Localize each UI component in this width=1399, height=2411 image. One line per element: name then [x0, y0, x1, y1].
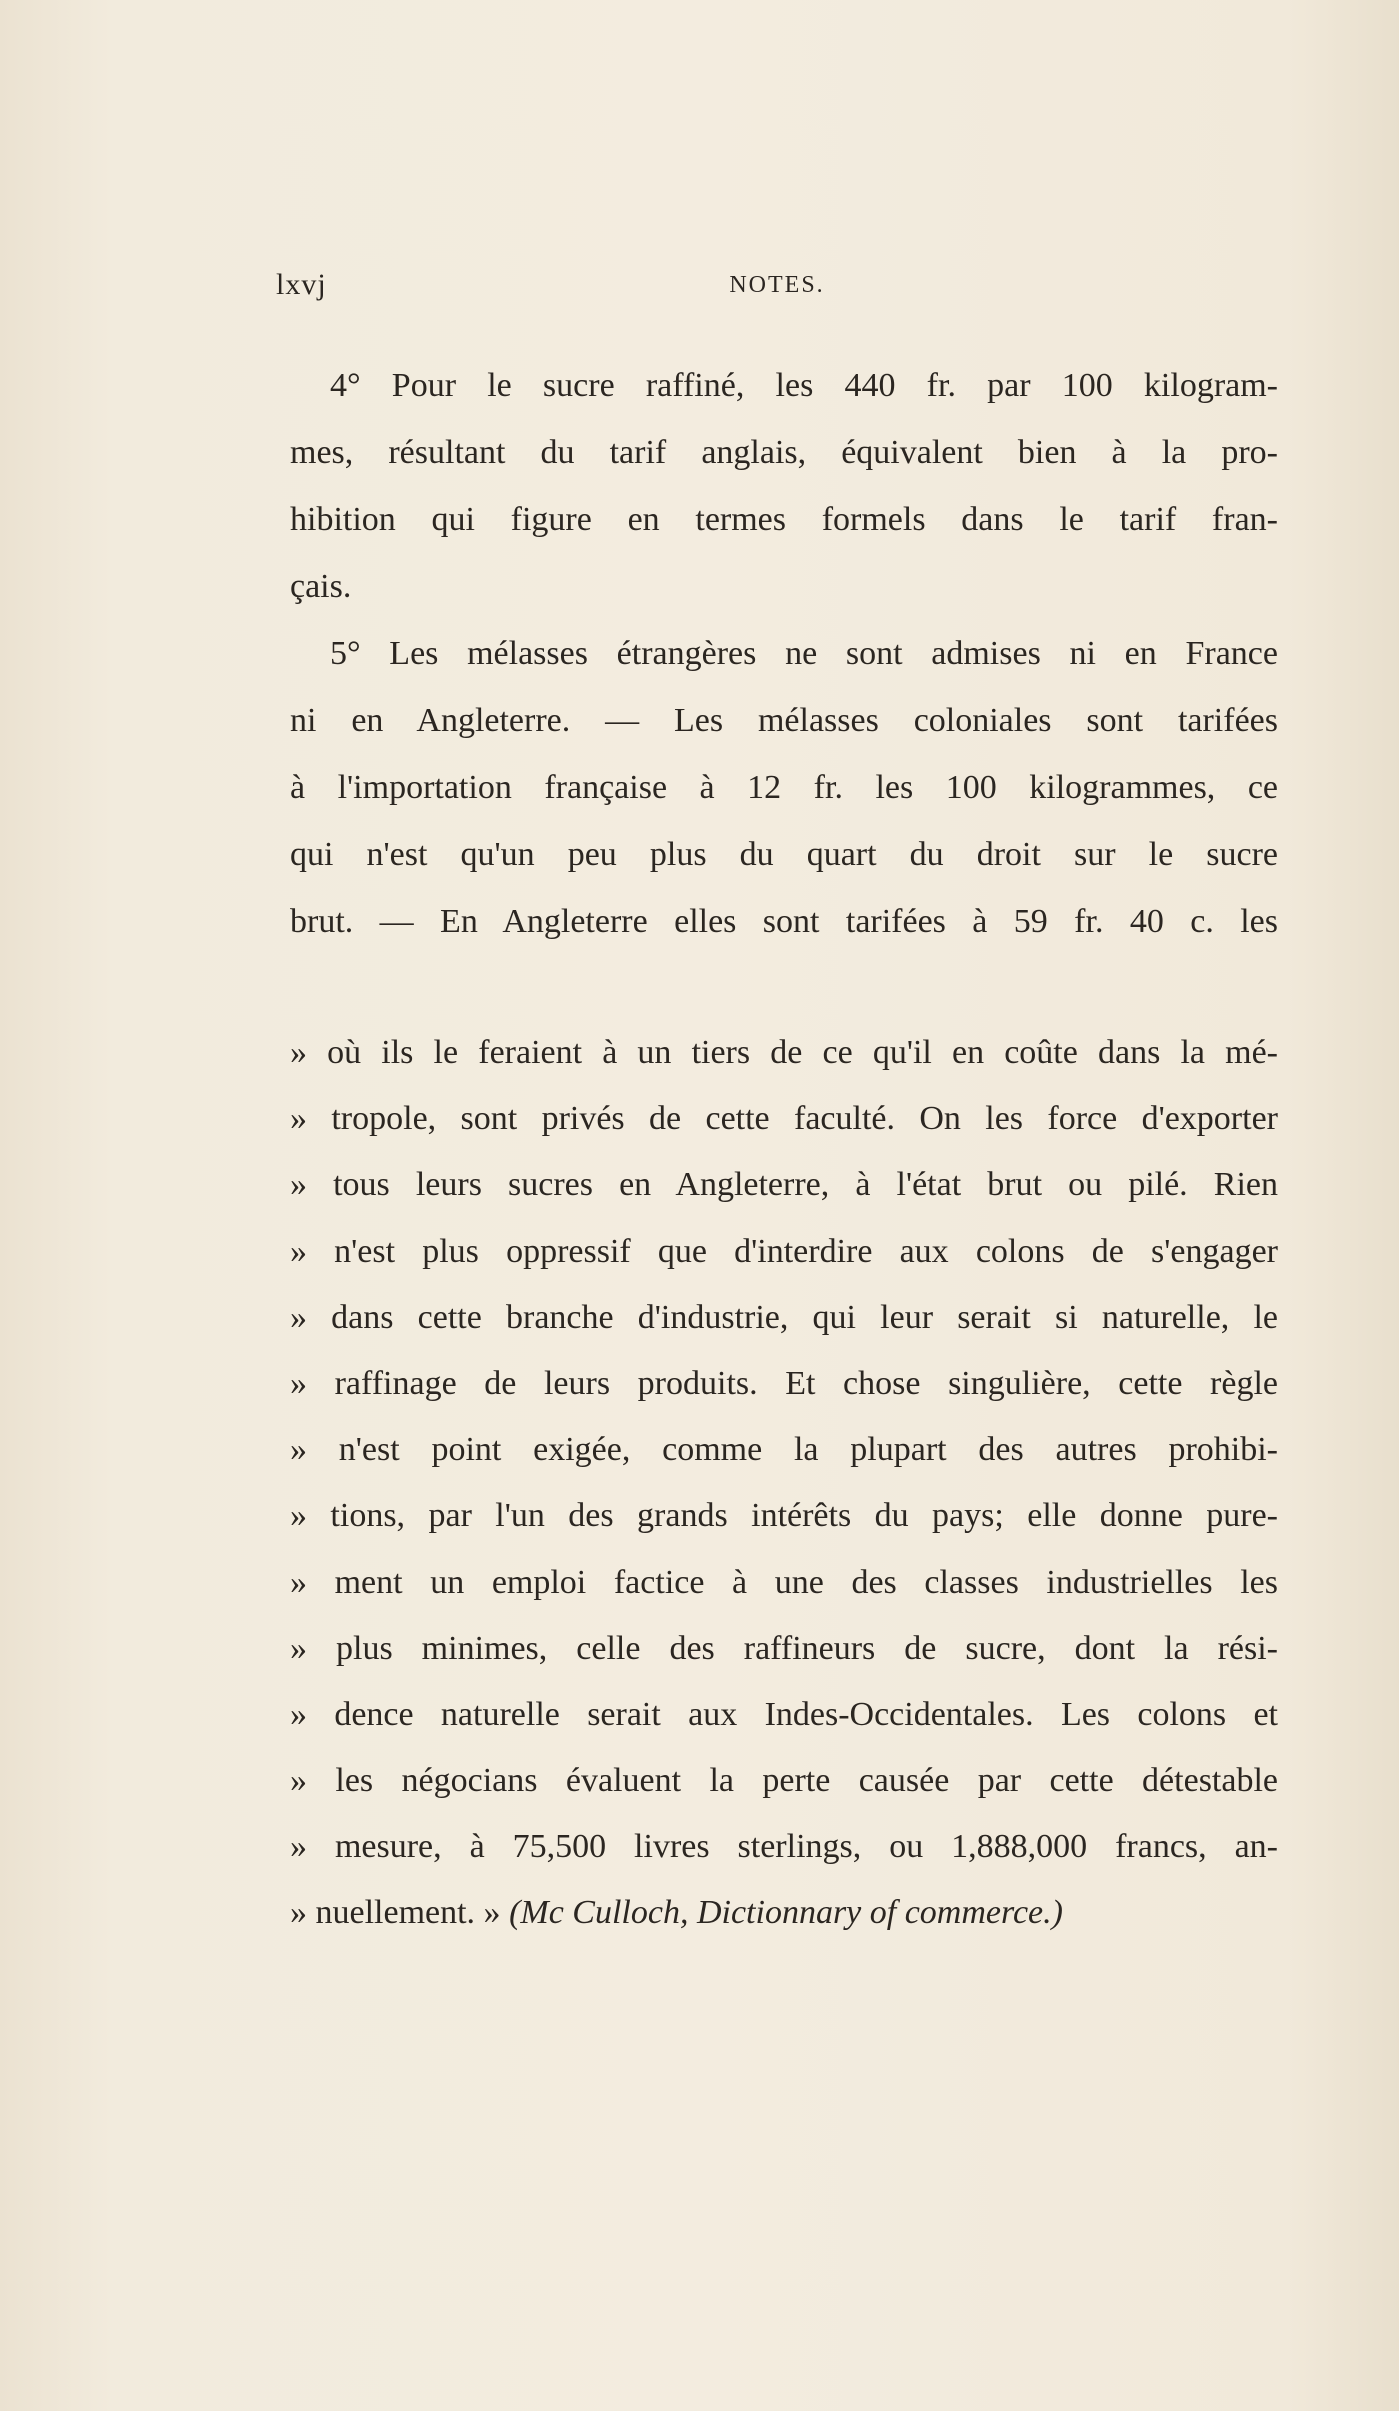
quote-line: » dans cette branche d'industrie, qui leur serait si naturelle, le	[290, 1298, 1278, 1336]
citation: (Mc Culloch, Dictionnary of commerce.)	[509, 1894, 1063, 1932]
quote-line: » plus minimes, celle des raffineurs de sucre, dont la rési-	[290, 1629, 1278, 1667]
quote-line-start: » nuellement. »	[290, 1894, 510, 1932]
text-line: 5° Les mélasses étrangères ne sont admises ni en France	[330, 635, 1278, 672]
quote-line: » n'est plus oppressif que d'interdire aux colons de s'engager	[290, 1232, 1278, 1270]
page-number: lxvj	[276, 268, 327, 301]
quote-line: » tropole, sont privés de cette faculté. On les force d'exporter	[290, 1100, 1278, 1138]
quote-line: » tous leurs sucres en Angleterre, à l'état brut ou pilé. Rien	[290, 1166, 1278, 1204]
quote-line: » n'est point exigée, comme la plupart des autres prohibi-	[290, 1431, 1278, 1469]
quote-line: » où ils le feraient à un tiers de ce qu'il en coûte dans la mé-	[290, 1034, 1278, 1071]
quote-line: » mesure, à 75,500 livres sterlings, ou 1,888,000 francs, an-	[290, 1828, 1278, 1866]
text-line: brut. — En Angleterre elles sont tarifées à 59 fr. 40 c. les	[290, 903, 1278, 940]
quoted-text	[290, 1020, 1278, 1947]
running-head: NOTES.	[729, 272, 825, 298]
text-line: 4° Pour le sucre raffiné, les 440 fr. par 100 kilogram-	[330, 367, 1278, 404]
quote-line: » les négocians évaluent la perte causée par cette détestable	[290, 1762, 1278, 1800]
text-line: hibition qui figure en termes formels dans le tarif fran-	[290, 501, 1278, 538]
text-line: qui n'est qu'un peu plus du quart du droit sur le sucre	[290, 836, 1278, 873]
quote-last-line	[290, 1880, 1278, 1946]
text-line: çais.	[290, 568, 352, 605]
quote-line: » tions, par l'un des grands intérêts du pays; elle donne pure-	[290, 1497, 1278, 1535]
quote-line: » ment un emploi factice à une des classes industrielles les	[290, 1563, 1278, 1601]
text-line: à l'importation française à 12 fr. les 100 kilogrammes, ce	[290, 769, 1278, 806]
page-header	[276, 268, 1278, 308]
quote-line: » raffinage de leurs produits. Et chose singulière, cette règle	[290, 1364, 1278, 1402]
body-text-top	[290, 352, 1278, 955]
quote-line: » dence naturelle serait aux Indes-Occidentales. Les colons et	[290, 1695, 1278, 1733]
text-line: ni en Angleterre. — Les mélasses coloniales sont tarifées	[290, 702, 1278, 739]
text-line: mes, résultant du tarif anglais, équivalent bien à la pro-	[290, 434, 1278, 471]
